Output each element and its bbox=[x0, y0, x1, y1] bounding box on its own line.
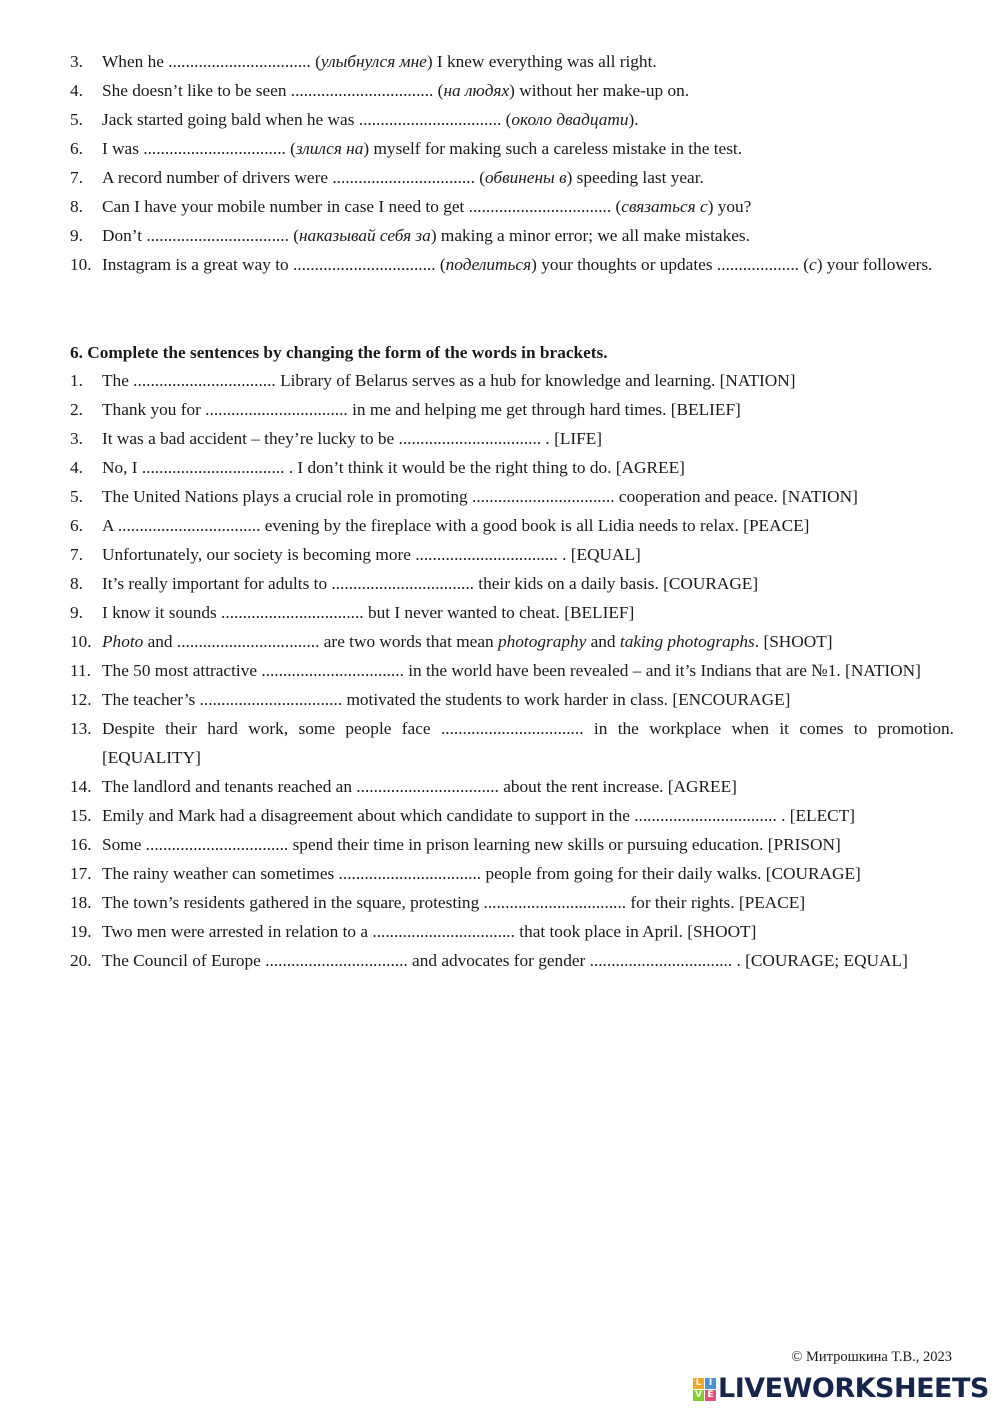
section6-list bbox=[70, 366, 954, 975]
exercise-item bbox=[70, 482, 954, 511]
exercise-item bbox=[70, 366, 954, 395]
exercise-item bbox=[70, 946, 954, 975]
item-number: 17. bbox=[70, 864, 92, 883]
exercise-item bbox=[70, 424, 954, 453]
exercise-item bbox=[70, 917, 954, 946]
item-text-part: Some ................................. spend their time in prison learning new skills or pursuing education. [PRISON] bbox=[102, 835, 841, 854]
item-text-part: ) speeding last year. bbox=[566, 168, 704, 187]
item-text bbox=[102, 52, 657, 71]
section6-title: 6. Complete the sentences by changing the form of the words in brackets. bbox=[70, 343, 608, 362]
exercise-item bbox=[70, 859, 954, 888]
item-text bbox=[102, 487, 858, 506]
item-number: 12. bbox=[70, 690, 92, 709]
item-number: 4. bbox=[70, 458, 83, 477]
item-text bbox=[102, 371, 795, 390]
item-text-part: Can I have your mobile number in case I need to get ................................. ( bbox=[102, 197, 622, 216]
item-text-part: ) your thoughts or updates ................... ( bbox=[531, 255, 810, 274]
exercise-item bbox=[70, 453, 954, 482]
item-number: 7. bbox=[70, 545, 83, 564]
item-number: 3. bbox=[70, 52, 83, 71]
item-text-part: ) making a minor error; we all make mistakes. bbox=[430, 226, 750, 245]
item-text bbox=[102, 719, 954, 767]
item-text bbox=[102, 951, 908, 970]
exercise-item bbox=[70, 685, 954, 714]
item-text bbox=[102, 835, 841, 854]
item-text-part: It’s really important for adults to ................................. their kids on a daily basis. [COURAGE] bbox=[102, 574, 759, 593]
item-text-italic: наказывай себя за bbox=[298, 226, 431, 245]
item-text-italic: Photo bbox=[102, 632, 144, 651]
item-number: 9. bbox=[70, 603, 83, 622]
exercise-item bbox=[70, 192, 954, 221]
item-text-part: She doesn’t like to be seen ................................. ( bbox=[102, 81, 444, 100]
item-text-part: Don’t ................................. ( bbox=[102, 226, 299, 245]
item-text-part: and bbox=[586, 632, 620, 651]
item-text-part: It was a bad accident – they’re lucky to be ................................. . [LIFE] bbox=[102, 429, 603, 448]
logo-letter-v: V bbox=[693, 1390, 704, 1401]
item-number: 5. bbox=[70, 487, 83, 506]
exercise-item bbox=[70, 598, 954, 627]
item-number: 15. bbox=[70, 806, 92, 825]
item-number: 4. bbox=[70, 81, 83, 100]
item-text-part: . [SHOOT] bbox=[754, 632, 833, 651]
item-number: 18. bbox=[70, 893, 92, 912]
exercise-item bbox=[70, 250, 954, 279]
item-number: 1. bbox=[70, 371, 83, 390]
exercise-item bbox=[70, 105, 954, 134]
exercise-item bbox=[70, 714, 954, 772]
item-text-part: The 50 most attractive ................................. in the world have been revealed – and it’s Indians that are №1. [NATION] bbox=[102, 661, 921, 680]
item-text-part: The Council of Europe ................................. and advocates for gender ................................. . [COURAGE; EQUAL] bbox=[102, 951, 908, 970]
item-text-italic: на людях bbox=[443, 81, 510, 100]
item-number: 8. bbox=[70, 197, 83, 216]
item-text-part: Emily and Mark had a disagreement about which candidate to support in the ................................. . [ELECT] bbox=[102, 806, 856, 825]
exercise-item bbox=[70, 163, 954, 192]
item-text bbox=[102, 168, 704, 187]
item-number: 13. bbox=[70, 719, 92, 738]
logo-letter-i: I bbox=[705, 1378, 716, 1389]
copyright-text: © Митрошкина Т.В., 2023 bbox=[791, 1349, 952, 1365]
item-text-part: ) you? bbox=[707, 197, 752, 216]
item-text-italic: taking photographs bbox=[619, 632, 755, 651]
item-text bbox=[102, 864, 861, 883]
item-text bbox=[102, 255, 932, 274]
item-text-part: ) I knew everything was all right. bbox=[426, 52, 657, 71]
exercise-item bbox=[70, 395, 954, 424]
item-text-part: ) without her make-up on. bbox=[509, 81, 690, 100]
item-number: 6. bbox=[70, 516, 83, 535]
item-number: 3. bbox=[70, 429, 83, 448]
item-text bbox=[102, 690, 790, 709]
item-text bbox=[102, 777, 737, 796]
item-text-part: ). bbox=[628, 110, 639, 129]
item-text bbox=[102, 893, 805, 912]
logo-letter-e: E bbox=[705, 1390, 716, 1401]
logo-letter-l: L bbox=[693, 1378, 704, 1389]
exercise-item bbox=[70, 511, 954, 540]
item-text bbox=[102, 922, 756, 941]
item-number: 9. bbox=[70, 226, 83, 245]
item-text-italic: поделиться bbox=[445, 255, 532, 274]
item-text-part: The teacher’s ................................. motivated the students to work harder in class. [ENCOURAGE] bbox=[102, 690, 791, 709]
item-text-part: Despite their hard work, some people face ................................. in the workplace when it comes to promotion. [EQUALITY] bbox=[102, 719, 954, 767]
item-text-part: Thank you for ................................. in me and helping me get through hard times. [BELIEF] bbox=[102, 400, 741, 419]
item-text bbox=[102, 545, 641, 564]
item-text bbox=[102, 197, 751, 216]
item-text bbox=[102, 603, 634, 622]
exercise-item bbox=[70, 656, 954, 685]
item-text bbox=[102, 661, 921, 680]
item-text-italic: обвинены в bbox=[484, 168, 567, 187]
item-number: 20. bbox=[70, 951, 92, 970]
item-text bbox=[102, 429, 602, 448]
item-text-part: When he ................................. ( bbox=[102, 52, 321, 71]
exercise-item bbox=[70, 47, 954, 76]
item-text bbox=[102, 806, 855, 825]
exercise-item bbox=[70, 888, 954, 917]
exercise-item bbox=[70, 830, 954, 859]
item-text-part: No, I ................................. . I don’t think it would be the right thing to do. [AGREE] bbox=[102, 458, 685, 477]
item-number: 19. bbox=[70, 922, 92, 941]
item-text-part: ) your followers. bbox=[816, 255, 933, 274]
item-number: 14. bbox=[70, 777, 92, 796]
item-number: 11. bbox=[70, 661, 91, 680]
item-text-part: The rainy weather can sometimes ................................. people from going for their daily walks. [COURAGE] bbox=[102, 864, 861, 883]
item-text bbox=[102, 516, 809, 535]
item-text bbox=[102, 110, 639, 129]
exercise-item bbox=[70, 221, 954, 250]
item-text bbox=[102, 632, 833, 651]
section5-list bbox=[70, 47, 954, 279]
item-text-part: Two men were arrested in relation to a ................................. that took place in April. [SHOOT] bbox=[102, 922, 757, 941]
item-text-part: The town’s residents gathered in the square, protesting ................................. for their rights. [PEACE] bbox=[102, 893, 806, 912]
item-text-part: Jack started going bald when he was ................................. ( bbox=[102, 110, 512, 129]
liveworksheets-logo[interactable] bbox=[693, 1372, 989, 1406]
item-number: 7. bbox=[70, 168, 83, 187]
item-text bbox=[102, 458, 685, 477]
item-number: 10. bbox=[70, 255, 92, 274]
item-text-italic: с bbox=[809, 255, 817, 274]
item-text bbox=[102, 81, 689, 100]
exercise-item bbox=[70, 76, 954, 105]
item-text-part: A record number of drivers were ................................. ( bbox=[102, 168, 485, 187]
item-text-part: Instagram is a great way to ................................. ( bbox=[102, 255, 446, 274]
item-text-part: ) myself for making such a careless mistake in the test. bbox=[363, 139, 743, 158]
item-text-italic: около двадцати bbox=[511, 110, 629, 129]
item-text-part: I was ................................. ( bbox=[102, 139, 296, 158]
item-text-part: I know it sounds ................................. but I never wanted to cheat. [BELIEF] bbox=[102, 603, 635, 622]
item-number: 16. bbox=[70, 835, 92, 854]
exercise-item bbox=[70, 134, 954, 163]
exercise-item bbox=[70, 627, 954, 656]
exercise-item bbox=[70, 540, 954, 569]
item-text-part: The ................................. Library of Belarus serves as a hub for knowledge and learning. [NATION] bbox=[102, 371, 796, 390]
live-logo-icon bbox=[693, 1378, 716, 1401]
item-text-italic: улыбнулся мне bbox=[320, 52, 427, 71]
item-number: 8. bbox=[70, 574, 83, 593]
item-text-part: The United Nations plays a crucial role in promoting ................................. cooperation and peace. [NATION] bbox=[102, 487, 858, 506]
item-text bbox=[102, 574, 758, 593]
exercise-item bbox=[70, 801, 954, 830]
logo-wordmark: LIVEWORKSHEETS bbox=[718, 1373, 989, 1404]
item-text-part: and ................................. are two words that mean bbox=[143, 632, 498, 651]
item-number: 6. bbox=[70, 139, 83, 158]
item-text-part: Unfortunately, our society is becoming more ................................. . [EQUAL] bbox=[102, 545, 641, 564]
item-text bbox=[102, 139, 742, 158]
item-number: 2. bbox=[70, 400, 83, 419]
item-number: 5. bbox=[70, 110, 83, 129]
exercise-item bbox=[70, 569, 954, 598]
item-number: 10. bbox=[70, 632, 92, 651]
item-text bbox=[102, 226, 750, 245]
item-text-part: A ................................. evening by the fireplace with a good book is all Lidia needs to relax. [PEACE] bbox=[102, 516, 810, 535]
item-text bbox=[102, 400, 741, 419]
item-text-part: The landlord and tenants reached an ................................. about the rent increase. [AGREE] bbox=[102, 777, 737, 796]
item-text-italic: photography bbox=[497, 632, 587, 651]
item-text-italic: связаться с bbox=[621, 197, 708, 216]
exercise-item bbox=[70, 772, 954, 801]
item-text-italic: злился на bbox=[295, 139, 364, 158]
